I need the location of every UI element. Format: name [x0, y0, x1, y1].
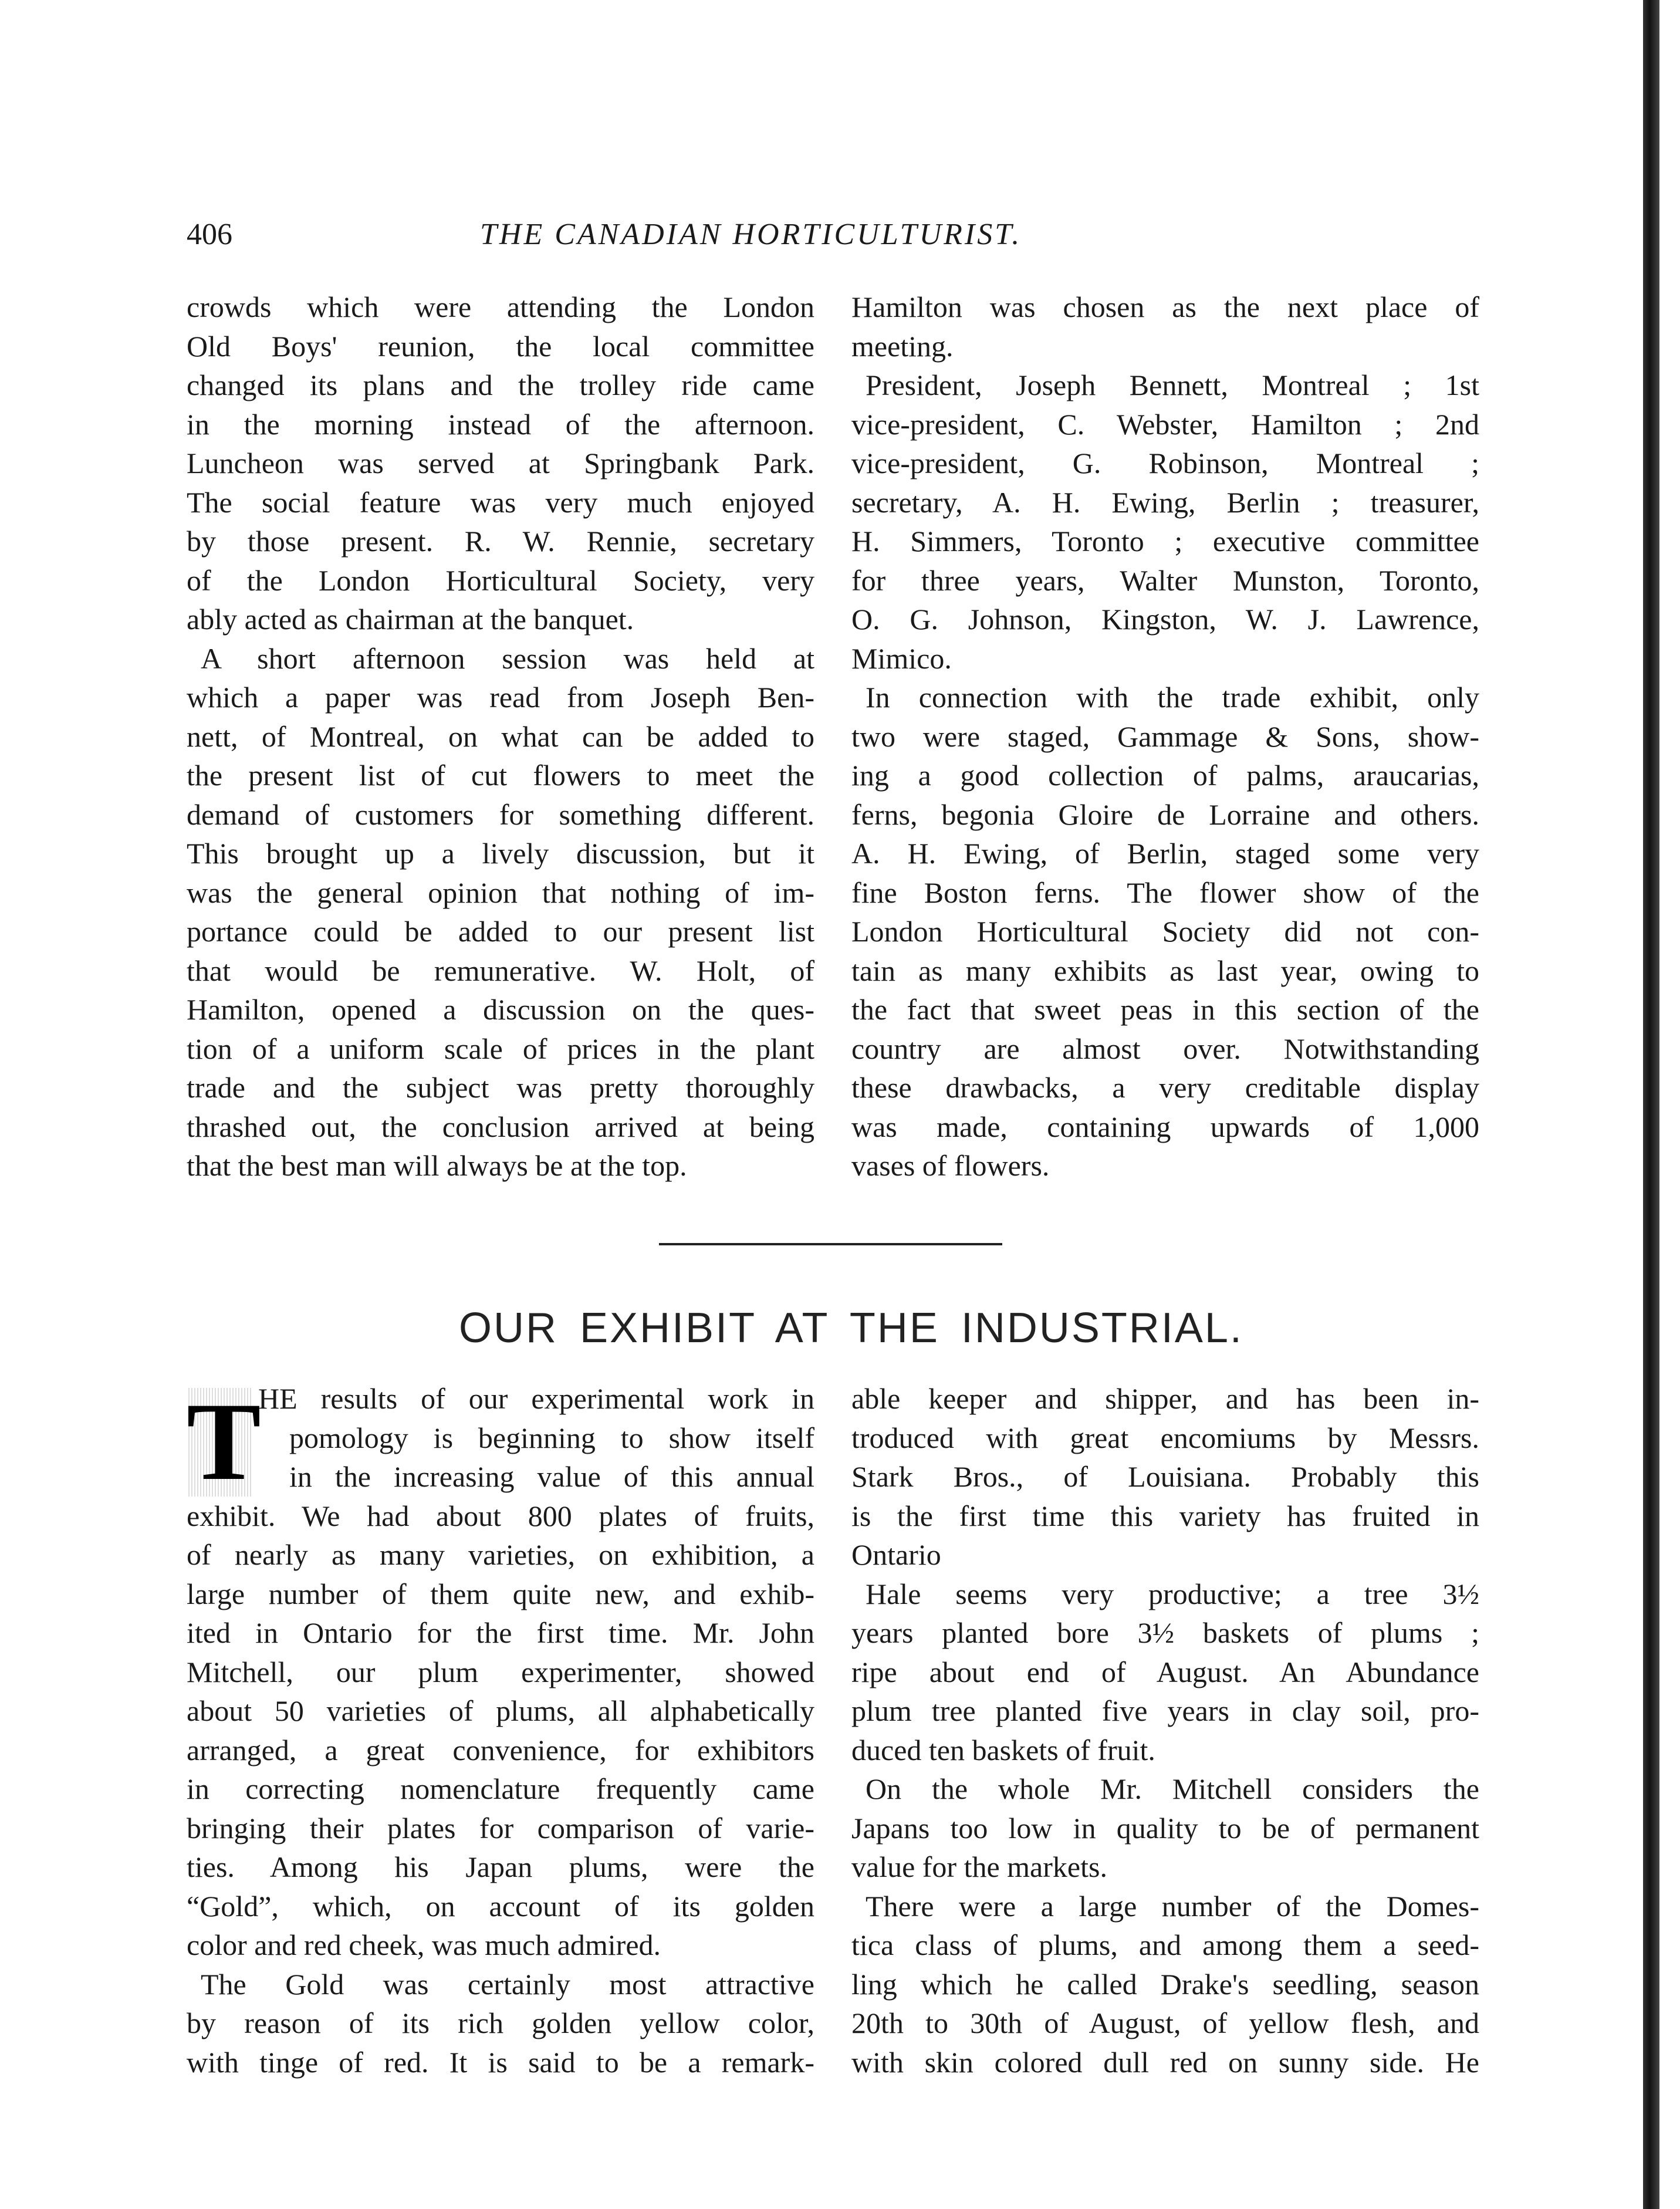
text-line: trade and the subject was pretty thoroughly [187, 1071, 814, 1104]
text-line: Luncheon was served at Springbank Park. [187, 447, 814, 479]
text-line: H. Simmers, Toronto ; executive committee [851, 525, 1479, 558]
section-title: OUR EXHIBIT AT THE INDUSTRIAL. [459, 1305, 1243, 1352]
text-line: President, Joseph Bennett, Montreal ; 1st [866, 369, 1479, 401]
text-line: bringing their plates for comparison of varie- [187, 1811, 814, 1845]
text-line: The social feature was very much enjoyed [187, 485, 814, 519]
column-bottom-right [851, 1379, 1479, 2082]
text-line: color and red cheek, was much admired. [187, 1928, 661, 1961]
text-line: value for the markets. [851, 1850, 1107, 1883]
text-line: secretary, A. H. Ewing, Berlin ; treasurer, [851, 485, 1479, 519]
text-line: Hamilton was chosen as the next place of [851, 291, 1479, 323]
text-line: that the best man will always be at the top. [187, 1149, 687, 1182]
column-bottom-left [187, 1379, 814, 2082]
text-line: country are almost over. Notwithstanding [851, 1032, 1479, 1065]
text-line: ripe about end of August. An Abundance [851, 1655, 1479, 1688]
column-top-right [851, 288, 1479, 1185]
text-line: ing a good collection of palms, araucarias, [851, 759, 1479, 792]
text-line: There were a large number of the Domes- [866, 1889, 1479, 1923]
scan-edge-bar [1643, 0, 1659, 2209]
text-line: duced ten baskets of fruit. [851, 1733, 1155, 1766]
text-line: vases of flowers. [851, 1149, 1050, 1182]
text-line: ably acted as chairman at the banquet. [187, 603, 634, 636]
text-line: in the increasing value of this annual [289, 1460, 814, 1493]
text-line: of the London Horticultural Society, very [187, 563, 814, 597]
text-line: ties. Among his Japan plums, were the [187, 1850, 814, 1883]
text-line: Old Boys' reunion, the local committee [187, 329, 814, 363]
text-line: two were staged, Gammage & Sons, show- [851, 720, 1479, 753]
page-number: 406 [187, 218, 232, 251]
text-line: Ontario [851, 1538, 941, 1571]
text-line: in the morning instead of the afternoon. [187, 407, 814, 441]
paragraph [851, 678, 1479, 1185]
text-line: in correcting nomenclature frequently came [187, 1772, 814, 1805]
text-line: with tinge of red. It is said to be a remark- [187, 2045, 814, 2079]
text-line: O. G. Johnson, Kingston, W. J. Lawrence, [851, 603, 1479, 636]
text-line: ling which he called Drake's seedling, season [851, 1967, 1479, 2001]
paragraph [851, 288, 1479, 366]
text-line: tain as many exhibits as last year, owing to [851, 954, 1479, 987]
text-line: pomology is beginning to show itself [289, 1421, 814, 1454]
text-line: This brought up a lively discussion, but it [187, 837, 814, 870]
text-line: years planted bore 3½ baskets of plums ; [851, 1616, 1479, 1649]
paragraph [851, 1379, 1479, 1575]
text-line: with skin colored dull red on sunny side. He [851, 2045, 1479, 2079]
text-line: tion of a uniform scale of prices in the plant [187, 1032, 814, 1065]
text-line: by reason of its rich golden yellow color, [187, 2007, 814, 2039]
text-line: crowds which were attending the London [187, 291, 814, 323]
text-line: demand of customers for something different. [187, 798, 814, 831]
text-line: for three years, Walter Munston, Toronto, [851, 563, 1479, 597]
paragraph [851, 1575, 1479, 1770]
text-line: Stark Bros., of Louisiana. Probably this [851, 1460, 1479, 1493]
text-line: tica class of plums, and among them a seed- [851, 1928, 1479, 1961]
column-top-left [187, 288, 814, 1185]
text-line: Mitchell, our plum experimenter, showed [187, 1655, 814, 1688]
text-line: the present list of cut flowers to meet the [187, 759, 814, 792]
text-line: is the first time this variety has fruited in [851, 1499, 1479, 1532]
text-line: A. H. Ewing, of Berlin, staged some very [851, 837, 1479, 870]
text-line: these drawbacks, a very creditable display [851, 1071, 1479, 1104]
text-line: London Horticultural Society did not con- [851, 915, 1479, 948]
text-line: large number of them quite new, and exhib- [187, 1577, 814, 1610]
text-line: portance could be added to our present list [187, 915, 814, 948]
text-line: Hamilton, opened a discussion on the ques- [187, 993, 814, 1026]
paragraph [187, 639, 814, 1185]
text-line: fine Boston ferns. The flower show of the [851, 876, 1479, 909]
text-line: vice-president, G. Robinson, Montreal ; [851, 447, 1479, 479]
paragraph [187, 1379, 814, 1965]
paragraph [851, 1769, 1479, 1887]
paragraph [851, 366, 1479, 678]
section-divider [659, 1243, 1002, 1245]
running-title: THE CANADIAN HORTICULTURIST. [480, 218, 1022, 251]
paragraph [851, 1887, 1479, 2082]
text-line: meeting. [851, 329, 954, 363]
text-line: On the whole Mr. Mitchell considers the [866, 1772, 1479, 1805]
text-line: The Gold was certainly most attractive [201, 1967, 814, 2001]
text-line: ferns, begonia Gloire de Lorraine and others. [851, 798, 1479, 831]
text-line: plum tree planted five years in clay soil, pro- [851, 1694, 1479, 1727]
text-line: about 50 varieties of plums, all alphabetically [187, 1694, 814, 1727]
text-line: of nearly as many varieties, on exhibition, a [187, 1538, 814, 1571]
paragraph [187, 1965, 814, 2082]
text-line: Mimico. [851, 641, 952, 675]
text-line: Japans too low in quality to be of permanent [851, 1811, 1479, 1845]
text-line: the fact that sweet peas in this section of the [851, 993, 1479, 1026]
text-line: “Gold”, which, on account of its golden [187, 1889, 814, 1923]
text-line: that would be remunerative. W. Holt, of [187, 954, 814, 987]
text-line: which a paper was read from Joseph Ben- [187, 681, 814, 714]
text-line: exhibit. We had about 800 plates of fruits, [187, 1499, 814, 1532]
text-line: changed its plans and the trolley ride came [187, 369, 814, 401]
drop-cap: T [187, 1380, 261, 1504]
text-line: vice-president, C. Webster, Hamilton ; 2nd [851, 407, 1479, 441]
text-line: ited in Ontario for the first time. Mr. John [187, 1616, 814, 1649]
text-line: HE results of our experimental work in [258, 1382, 814, 1415]
text-line: thrashed out, the conclusion arrived at being [187, 1110, 814, 1143]
text-line: A short afternoon session was held at [201, 641, 814, 675]
text-line: nett, of Montreal, on what can be added to [187, 720, 814, 753]
text-line: by those present. R. W. Rennie, secretary [187, 525, 814, 558]
paragraph [187, 288, 814, 639]
text-line: able keeper and shipper, and has been in- [851, 1382, 1479, 1415]
text-line: was made, containing upwards of 1,000 [851, 1110, 1479, 1143]
text-line: In connection with the trade exhibit, only [866, 681, 1479, 714]
text-line: troduced with great encomiums by Messrs. [851, 1421, 1479, 1454]
text-line: arranged, a great convenience, for exhibitors [187, 1733, 814, 1766]
text-line: Hale seems very productive; a tree 3½ [866, 1577, 1479, 1610]
text-line: 20th to 30th of August, of yellow flesh, and [851, 2007, 1479, 2039]
text-line: was the general opinion that nothing of im- [187, 876, 814, 909]
